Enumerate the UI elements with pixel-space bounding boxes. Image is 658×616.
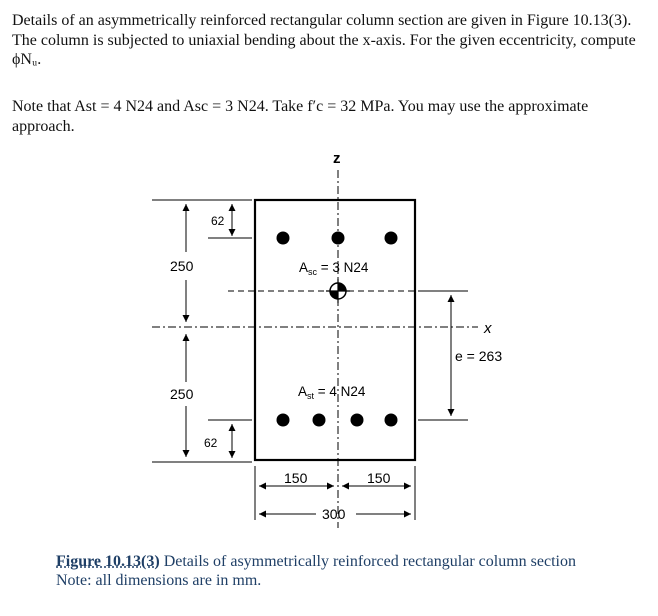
rebar [277, 414, 290, 427]
compression-bars [277, 232, 398, 245]
x-axis-label: x [484, 320, 492, 337]
z-axis-label: z [333, 150, 341, 167]
dim-lower-half: 250 [170, 386, 194, 402]
rebar [313, 414, 326, 427]
rebar [277, 232, 290, 245]
dim-top-cover: 62 [211, 214, 225, 228]
rebar [351, 414, 364, 427]
tension-bars [277, 414, 398, 427]
dim-width: 300 [322, 506, 346, 522]
dim-left-half: 150 [284, 470, 308, 486]
problem-note-text: Note that Ast = 4 N24 and Asc = 3 N24. Take f′c = 32 MPa. You may use the approximate approach. [12, 98, 589, 135]
rebar [385, 414, 398, 427]
dim-right-half: 150 [367, 470, 391, 486]
ast-label: $A_{st} = 4$ N24 [298, 384, 366, 401]
left-dimensions [152, 200, 252, 462]
figure-note: Note: all dimensions are in mm. [56, 572, 262, 589]
rebar [332, 232, 345, 245]
asc-label: $A_{sc} = 3$ N24 [299, 260, 369, 277]
figure-caption-text: Details of asymmetrically reinforced rectangular column section [159, 553, 576, 570]
plastic-centroid-marker [326, 279, 350, 303]
problem-text: Details of an asymmetrically reinforced rectangular column section are given in Figure 10.13(3). The column is subjected to uniaxial bending about the x-axis. For the given eccentricity, compute ϕNᵤ. [12, 12, 636, 68]
figure-label: Figure 10.13(3) [56, 553, 160, 570]
dim-upper-half: 250 [170, 258, 194, 274]
rebar [385, 232, 398, 245]
eccentricity-label: e = 263 [455, 348, 503, 364]
figure-caption [56, 552, 576, 571]
dim-bottom-cover: 62 [204, 436, 218, 450]
